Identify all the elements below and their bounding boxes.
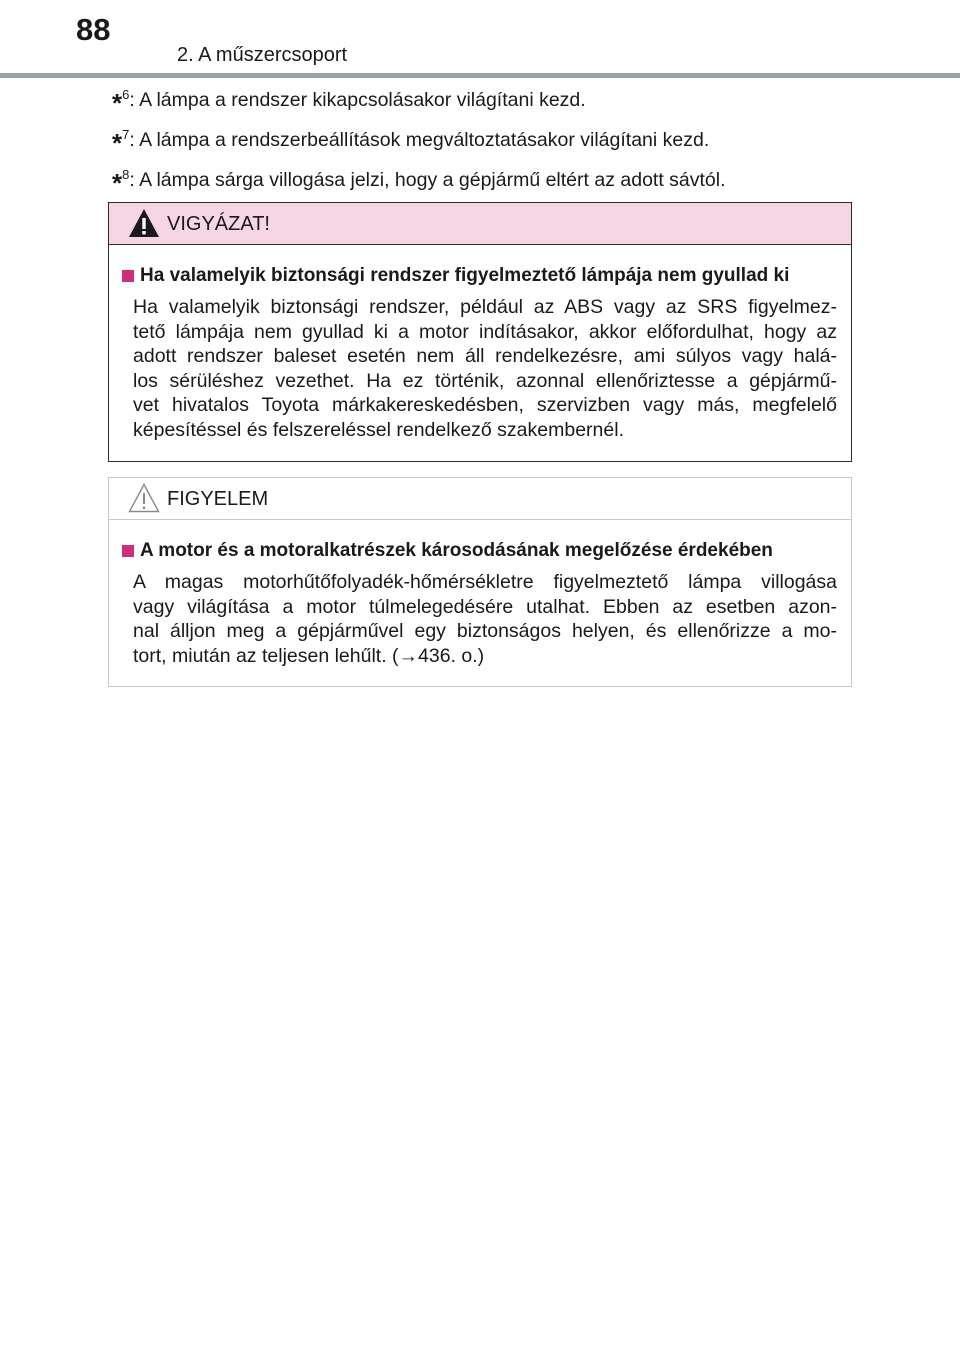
caution-line: vet hivatalos Toyota márkakereskedésben, szervizben vagy más, megfelelő — [133, 394, 837, 416]
notice-body — [109, 520, 851, 668]
notice-triangle-icon — [127, 482, 161, 514]
notice-line: tort, miután az teljesen lehűlt. (→436. o.) — [133, 644, 485, 667]
notice-line: vagy világítása a motor túlmelegedésére utalhat. Ebben az esetben azon- — [133, 595, 837, 618]
footnote-text: : A lámpa a rendszerbeállítások megváltoztatásakor világítani kezd. — [129, 129, 710, 151]
footnotes — [112, 88, 872, 208]
page-number: 88 — [76, 12, 111, 47]
notice-box — [108, 477, 852, 687]
footnote-text: : A lámpa a rendszer kikapcsolásakor világítani kezd. — [129, 89, 586, 111]
asterisk-marker: * — [112, 128, 123, 158]
footnote-6 — [112, 87, 872, 118]
warning-triangle-icon — [127, 207, 161, 239]
caution-body — [109, 245, 851, 442]
notice-line: A magas motorhűtőfolyadék-hőmérsékletre figyelmeztető lámpa villogása — [133, 571, 837, 593]
notice-title: FIGYELEM — [167, 488, 269, 510]
caution-item-heading — [122, 263, 837, 289]
notice-heading-text: A motor és a motoralkatrészek károsodásának megelőzése érdekében — [140, 540, 773, 561]
footnote-8 — [112, 167, 872, 198]
caution-line: képesítéssel és felszereléssel rendelkező szakembernél. — [133, 418, 624, 441]
caution-title: VIGYÁZAT! — [167, 213, 270, 235]
square-bullet-icon — [122, 270, 134, 282]
caution-line: Ha valamelyik biztonsági rendszer, például az ABS vagy az SRS figyelmez- — [133, 296, 837, 318]
section-title: 2. A műszercsoport — [177, 44, 348, 66]
footnote-text: : A lámpa sárga villogása jelzi, hogy a gépjármű eltért az adott sávtól. — [129, 169, 726, 191]
caution-line: adott rendszer baleset esetén nem áll rendelkezésre, ami súlyos vagy halá- — [133, 345, 837, 367]
asterisk-marker: * — [112, 168, 123, 198]
notice-item-heading — [122, 538, 837, 564]
notice-box-header — [109, 478, 851, 520]
caution-heading-text: Ha valamelyik biztonsági rendszer figyelmeztető lámpája nem gyullad ki — [140, 265, 790, 286]
notice-text — [133, 570, 837, 668]
asterisk-marker: * — [112, 88, 123, 118]
page-header — [0, 0, 960, 80]
caution-box — [108, 202, 852, 462]
caution-line: tető lámpája nem gyullad ki a motor indításakor, akkor előfordulhat, hogy az — [133, 320, 837, 343]
caution-text — [133, 295, 837, 442]
square-bullet-icon — [122, 545, 134, 557]
footnote-7 — [112, 127, 872, 158]
footnote-number: 8 — [122, 167, 130, 182]
footnote-number: 6 — [122, 87, 130, 102]
header-divider — [0, 73, 960, 78]
caution-line: los sérüléshez vezethet. Ha ez történik, azonnal ellenőriztesse a gépjármű- — [133, 369, 837, 392]
caution-box-header — [109, 203, 851, 245]
notice-line: nal álljon meg a gépjárművel egy biztonságos helyen, és ellenőrizze a mo- — [133, 620, 837, 642]
footnote-number: 7 — [122, 127, 130, 142]
